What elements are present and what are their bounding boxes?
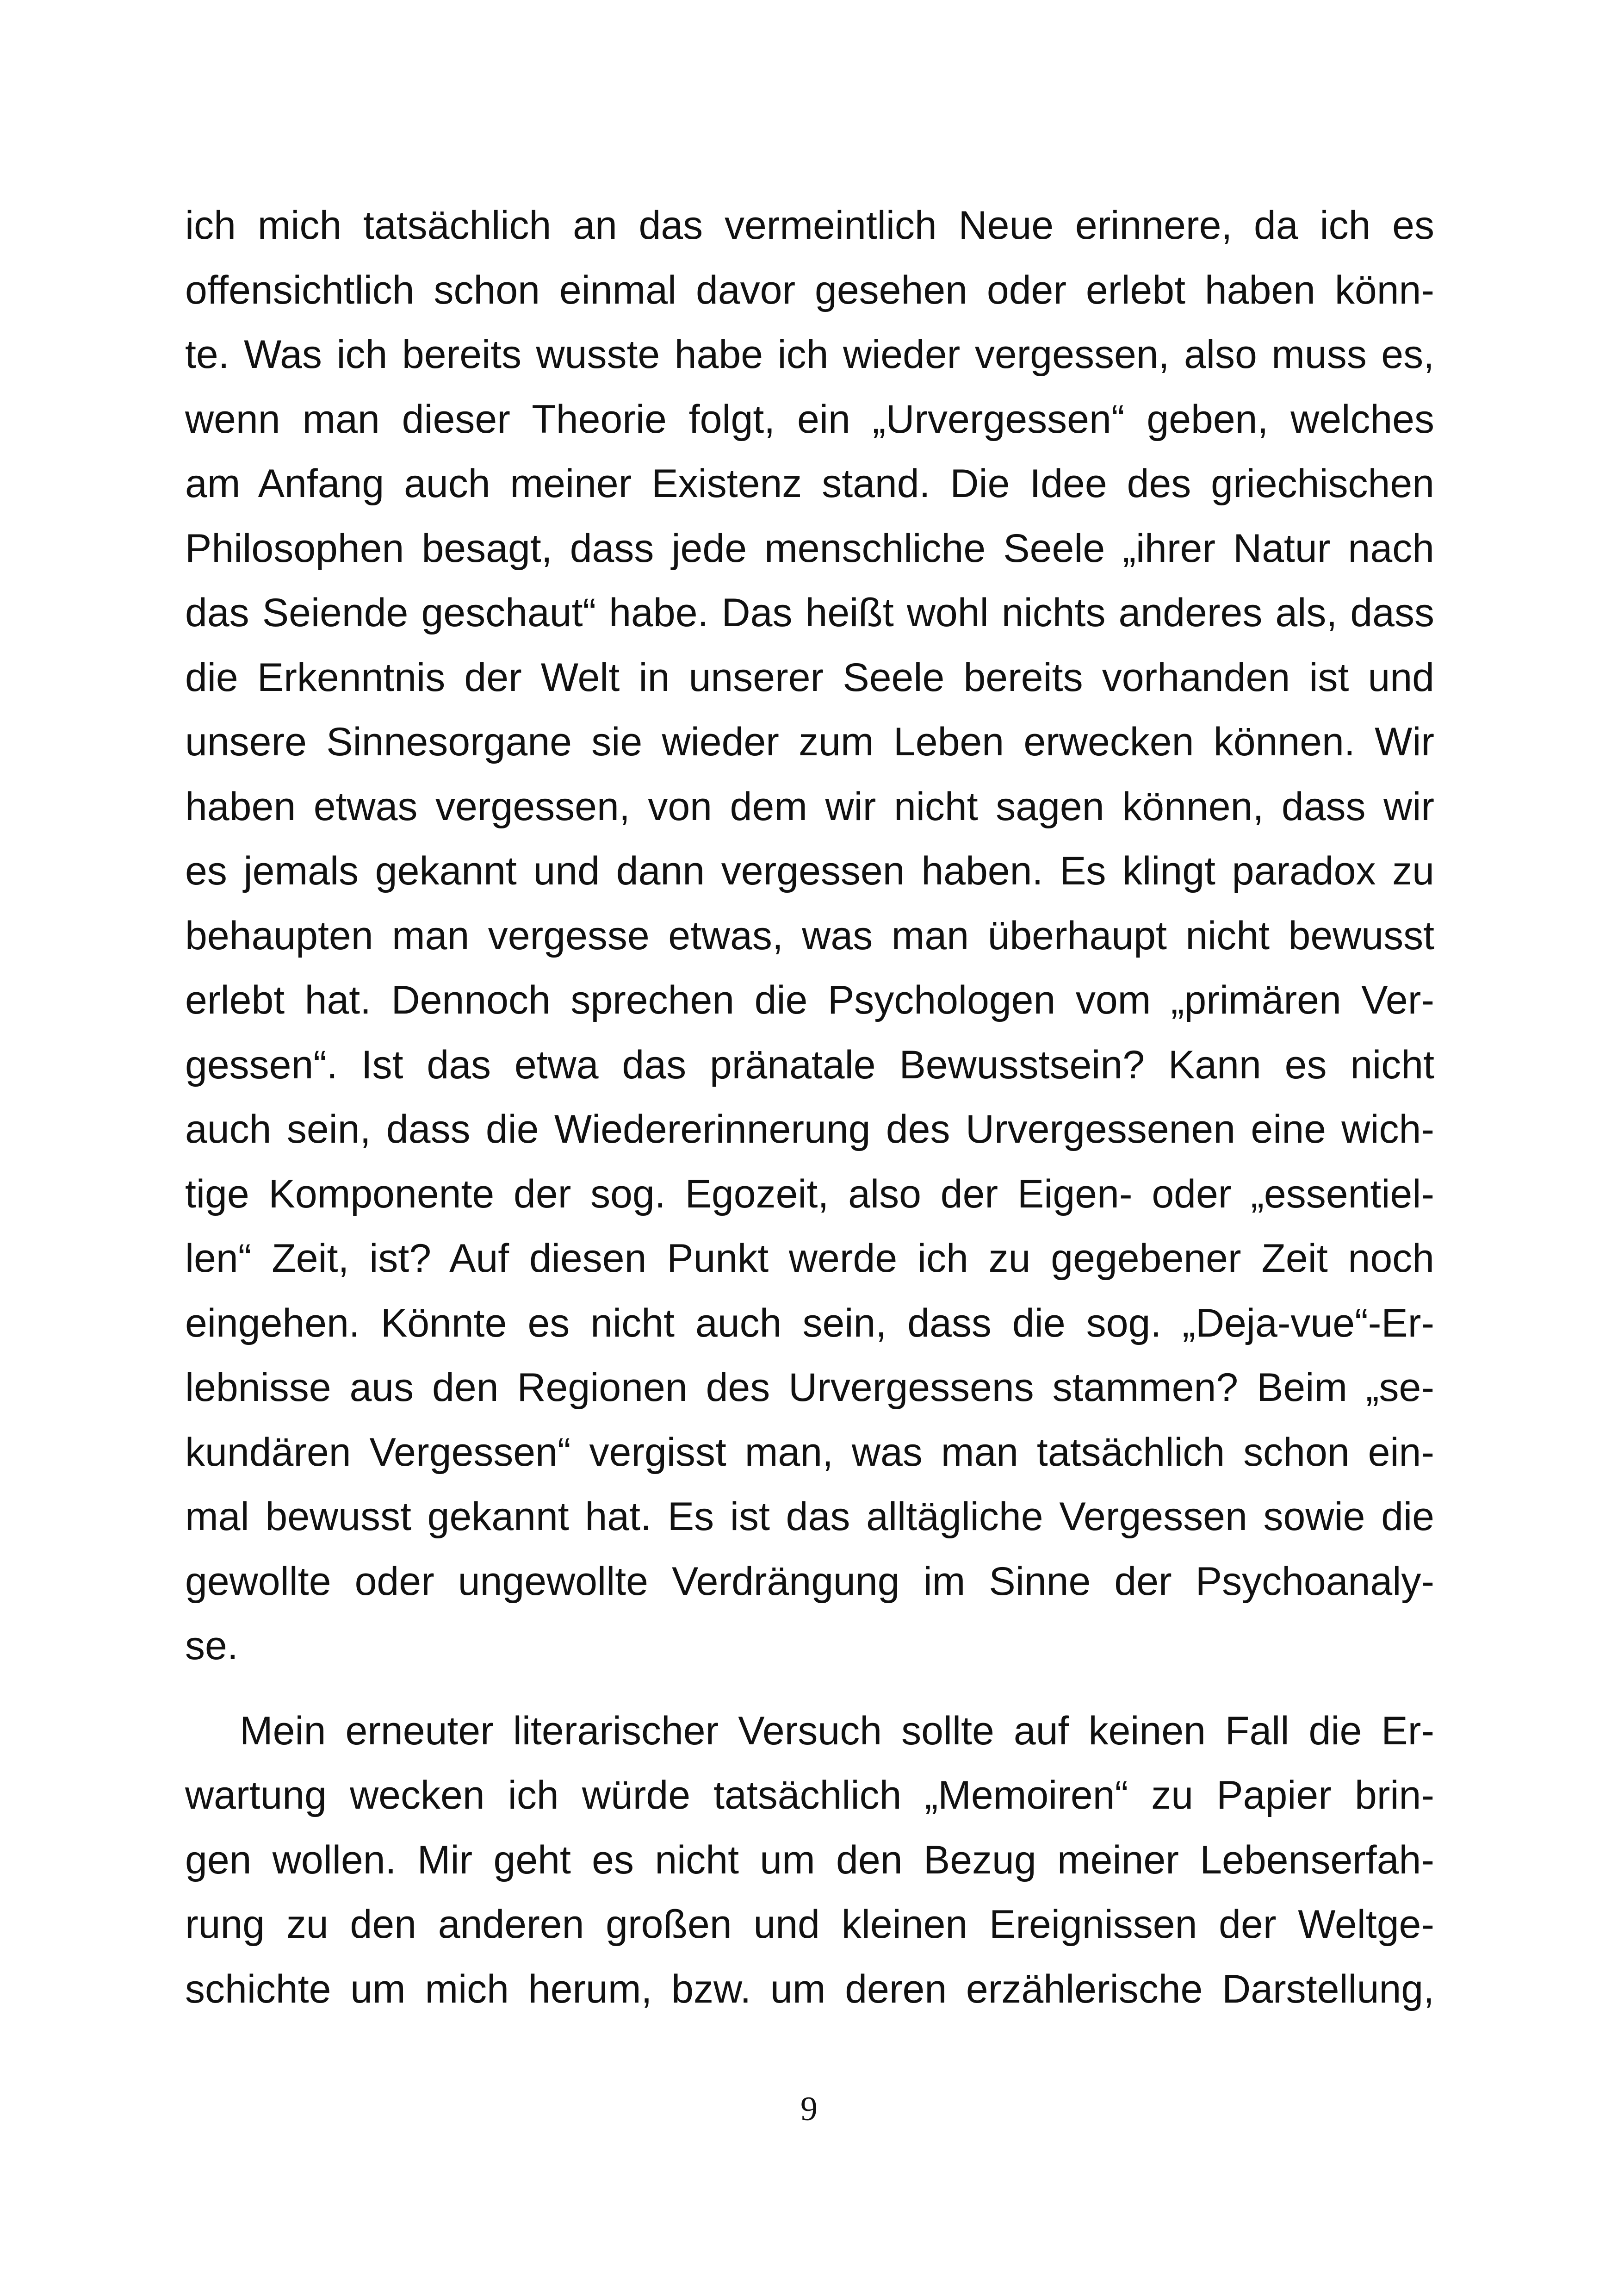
paragraph-2 xyxy=(185,1699,1434,2022)
text-line: offensichtlich schon einmal davor gesehen oder erlebt haben könn- xyxy=(185,268,1434,312)
page-number: 9 xyxy=(800,2090,818,2128)
text-line: die Erkenntnis der Welt in unserer Seele bereits vorhanden ist und xyxy=(185,655,1434,700)
text-line: eingehen. Könnte es nicht auch sein, dass die sog. „Deja-vue“-Er- xyxy=(185,1300,1434,1345)
text-line: gessen“. Ist das etwa das pränatale Bewusstsein? Kann es nicht xyxy=(185,1042,1434,1087)
text-line: erlebt hat. Dennoch sprechen die Psychologen vom „primären Ver- xyxy=(185,978,1434,1022)
paragraph-1 xyxy=(185,193,1434,1679)
text-line: das Seiende geschaut“ habe. Das heißt wohl nichts anderes als, dass xyxy=(185,591,1434,635)
text-line: haben etwas vergessen, von dem wir nicht sagen können, dass wir xyxy=(185,784,1434,829)
text-line: len“ Zeit, ist? Auf diesen Punkt werde ich zu gegebener Zeit noch xyxy=(185,1236,1434,1281)
text-line: tige Komponente der sog. Egozeit, also der Eigen- oder „essentiel- xyxy=(185,1171,1434,1216)
text-line: schichte um mich herum, bzw. um deren erzählerische Darstellung, xyxy=(185,1966,1434,2011)
text-line: Philosophen besagt, dass jede menschliche Seele „ihrer Natur nach xyxy=(185,526,1434,571)
paragraph-spacer xyxy=(185,1679,1434,1699)
text-line: kundären Vergessen“ vergisst man, was man tatsächlich schon ein- xyxy=(185,1430,1434,1475)
text-line: gewollte oder ungewollte Verdrängung im Sinne der Psychoanaly- xyxy=(185,1559,1434,1604)
text-line: te. Was ich bereits wusste habe ich wieder vergessen, also muss es, xyxy=(185,332,1434,377)
text-line: wenn man dieser Theorie folgt, ein „Urvergessen“ geben, welches xyxy=(185,397,1434,442)
text-line: behaupten man vergesse etwas, was man überhaupt nicht bewusst xyxy=(185,913,1434,958)
body-text xyxy=(185,193,1434,2022)
text-line: rung zu den anderen großen und kleinen Ereignissen der Weltge- xyxy=(185,1902,1434,1947)
text-line: unsere Sinnesorgane sie wieder zum Leben erwecken können. Wir xyxy=(185,720,1434,764)
text-line: se. xyxy=(185,1624,238,1668)
text-line: wartung wecken ich würde tatsächlich „Memoiren“ zu Papier brin- xyxy=(185,1773,1434,1817)
text-line: Mein erneuter literarischer Versuch sollte auf keinen Fall die Er- xyxy=(240,1708,1434,1753)
text-line: ich mich tatsächlich an das vermeintlich Neue erinnere, da ich es xyxy=(185,203,1434,248)
text-line: auch sein, dass die Wiedererinnerung des Urvergessenen eine wich- xyxy=(185,1107,1434,1151)
text-line: gen wollen. Mir geht es nicht um den Bezug meiner Lebenserfah- xyxy=(185,1837,1434,1882)
text-line: es jemals gekannt und dann vergessen haben. Es klingt paradox zu xyxy=(185,849,1434,893)
text-line: mal bewusst gekannt hat. Es ist das alltägliche Vergessen sowie die xyxy=(185,1494,1434,1539)
text-line: lebnisse aus den Regionen des Urvergessens stammen? Beim „se- xyxy=(185,1365,1434,1410)
text-line: am Anfang auch meiner Existenz stand. Die Idee des griechischen xyxy=(185,461,1434,506)
